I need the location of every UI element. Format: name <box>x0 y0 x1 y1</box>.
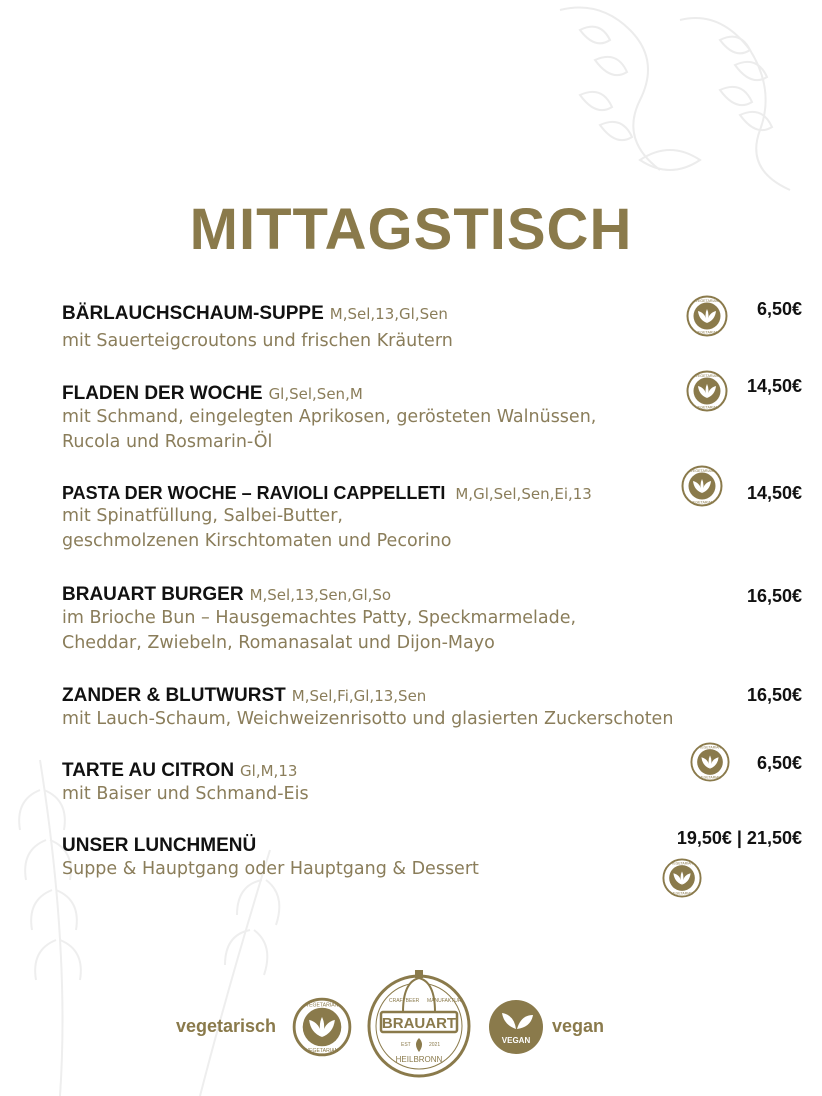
item-name: BÄRLAUCHSCHAUM-SUPPE <box>62 303 324 324</box>
menu-item <box>62 685 822 732</box>
vegetarian-badge-icon <box>686 295 728 337</box>
menu-item <box>62 584 822 656</box>
item-name: FLADEN DER WOCHE <box>62 383 263 404</box>
item-allergens: Gl,Sel,Sen,M <box>268 385 363 403</box>
vegetarian-badge-icon <box>662 858 702 898</box>
item-name: PASTA DER WOCHE – RAVIOLI CAPPELLETI <box>62 483 446 503</box>
legend-vegan-label: vegan <box>552 1016 605 1036</box>
item-allergens: Gl,M,13 <box>240 762 298 780</box>
vegetarian-badge-icon <box>690 742 730 782</box>
item-name: UNSER LUNCHMENÜ <box>62 835 257 856</box>
item-description: mit Schmand, eingelegten Aprikosen, gerösteten Walnüssen, <box>62 407 597 427</box>
legend-vegetarian-label: vegetarisch <box>176 1016 277 1036</box>
menu-item <box>62 828 822 882</box>
item-description: mit Baiser und Schmand-Eis <box>62 784 309 804</box>
hops-illustration <box>520 0 822 200</box>
brauart-logo <box>361 962 477 1078</box>
item-price: 19,50€ | 21,50€ <box>676 828 802 848</box>
vegan-legend-icon <box>488 999 544 1055</box>
item-allergens: M,Sel,Fi,Gl,13,Sen <box>291 687 427 705</box>
item-price: 14,50€ <box>746 376 802 396</box>
item-description: mit Lauch-Schaum, Weichweizenrisotto und glasierten Zuckerschoten <box>62 709 674 729</box>
logo-year: 2021 <box>429 1042 441 1048</box>
item-name: ZANDER & BLUTWURST <box>62 685 286 706</box>
logo-est: EST <box>401 1042 411 1048</box>
item-description: im Brioche Bun – Hausgemachtes Patty, Speckmarmelade, <box>62 608 577 628</box>
item-description: mit Spinatfüllung, Salbei-Butter, <box>62 506 343 526</box>
item-allergens: M,Gl,Sel,Sen,Ei,13 <box>455 485 592 503</box>
item-price: 14,50€ <box>746 483 802 503</box>
item-description: Cheddar, Zwiebeln, Romanasalat und Dijon-Mayo <box>62 633 495 653</box>
vegetarian-badge-icon <box>686 370 728 412</box>
vegetarian-badge-icon <box>681 465 723 507</box>
item-price: 6,50€ <box>756 753 802 773</box>
page-title: MITTAGSTISCH <box>189 197 633 262</box>
item-price: 16,50€ <box>746 685 802 705</box>
item-allergens: M,Sel,13,Sen,Gl,So <box>249 586 392 604</box>
item-price: 6,50€ <box>756 299 802 319</box>
item-name: TARTE AU CITRON <box>62 760 235 781</box>
logo-tagline-right: MANUFAKTUR <box>427 998 462 1004</box>
item-name: BRAUART BURGER <box>62 584 244 605</box>
item-description: Rucola und Rosmarin-Öl <box>62 432 273 452</box>
item-description: mit Sauerteigcroutons und frischen Kräutern <box>62 331 453 351</box>
logo-city: HEILBRONN <box>395 1055 443 1064</box>
item-price: 16,50€ <box>746 586 802 606</box>
logo-name: BRAUART <box>381 1015 457 1032</box>
item-allergens: M,Sel,13,Gl,Sen <box>329 305 448 323</box>
vegan-badge-text: VEGAN <box>501 1036 531 1045</box>
vegetarian-legend-icon <box>292 997 352 1057</box>
item-description: Suppe & Hauptgang oder Hauptgang & Dessert <box>62 859 479 879</box>
logo-tagline-left: CRAFTBEER <box>389 998 420 1004</box>
item-description: geschmolzenen Kirschtomaten und Pecorino <box>62 531 452 551</box>
